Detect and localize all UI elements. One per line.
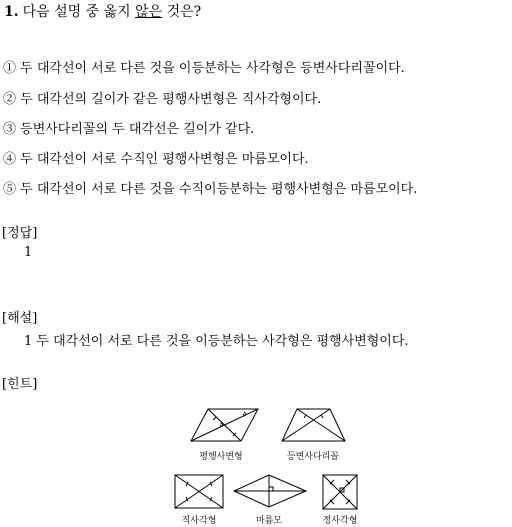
option-2: ② 두 대각선의 길이가 같은 평행사변형은 직사각형이다. xyxy=(3,92,322,107)
square-figure xyxy=(323,475,357,509)
question-underlined-word: 않은 xyxy=(135,4,163,20)
question-number: 1. xyxy=(4,4,19,20)
option-5: ⑤ 두 대각선이 서로 다른 것을 수직이등분하는 평행사변형은 마름모이다. xyxy=(3,182,418,197)
rectangle-label: 직사각형 xyxy=(181,516,217,526)
question-text: 다음 설명 중 옳지 xyxy=(22,4,136,20)
rhombus-label: 마름모 xyxy=(255,516,283,526)
parallelogram-figure xyxy=(191,409,258,441)
answer-value: 1 xyxy=(24,245,33,260)
isosceles-trapezoid-figure xyxy=(282,409,345,441)
explanation-text: 1 두 대각선이 서로 다른 것을 이등분하는 사각형은 평행사변형이다. xyxy=(24,334,409,349)
explanation-header: [해설] xyxy=(2,311,38,326)
answer-header: [정답] xyxy=(2,226,38,241)
option-4: ④ 두 대각선이 서로 수직인 평행사변형은 마름모이다. xyxy=(3,152,309,167)
rectangle-figure xyxy=(175,475,223,508)
option-3: ③ 등변사다리꼴의 두 대각선은 길이가 같다. xyxy=(3,122,255,137)
question-text-end: 것은? xyxy=(162,4,202,20)
parallelogram-label: 평행사변형 xyxy=(199,452,243,462)
hint-header: [힌트] xyxy=(2,377,38,392)
option-1: ① 두 대각선이 서로 다른 것을 이등분하는 사각형은 등변사다리꼴이다. xyxy=(3,61,405,76)
rhombus-figure xyxy=(234,475,306,507)
square-label: 정사각형 xyxy=(322,516,358,526)
isosceles-trapezoid-label: 등변사다리꼴 xyxy=(286,452,340,462)
